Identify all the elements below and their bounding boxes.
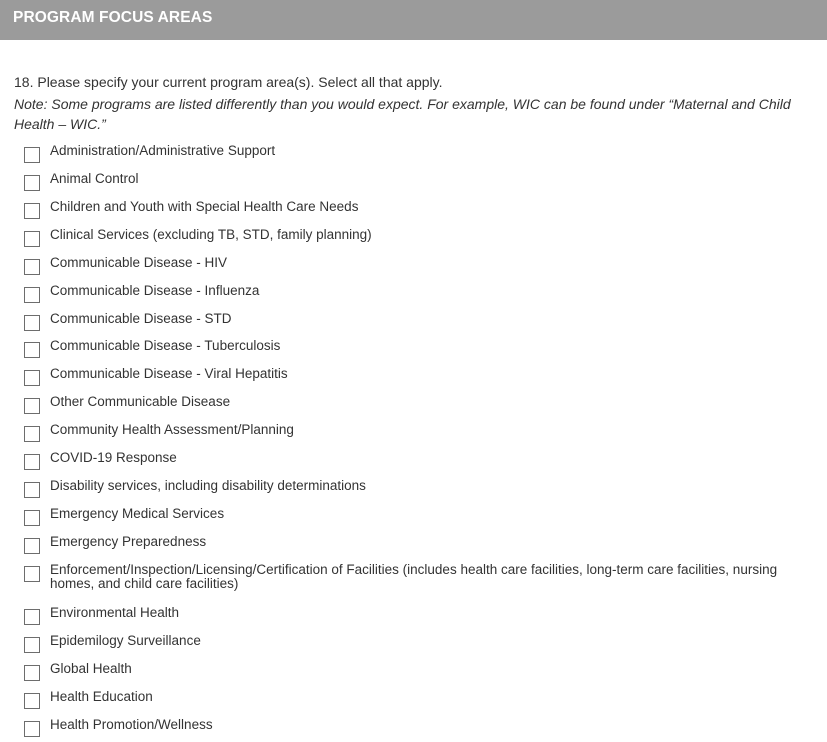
checkbox[interactable] [24,454,40,470]
checkbox[interactable] [24,637,40,653]
option-cyshcn[interactable] [24,200,814,219]
section-header [0,0,827,40]
checkbox[interactable] [24,398,40,414]
question-text: 18. Please specify your current program area(s). Select all that apply. [14,74,443,90]
option-other-cd[interactable] [24,395,814,414]
option-environmental-health[interactable] [24,606,814,625]
option-clinical-services[interactable] [24,228,814,247]
option-label: Emergency Medical Services [50,506,225,521]
option-covid-19[interactable] [24,451,814,470]
option-cd-viral-hepatitis[interactable] [24,367,814,386]
checkbox[interactable] [24,426,40,442]
checkbox[interactable] [24,721,40,737]
section-title: PROGRAM FOCUS AREAS [13,9,213,26]
option-label: Epidemilogy Surveillance [50,633,201,648]
option-label: Communicable Disease - Viral Hepatitis [50,366,288,381]
checkbox[interactable] [24,175,40,191]
checkbox[interactable] [24,342,40,358]
option-label: Administration/Administrative Support [50,143,276,158]
option-label: Communicable Disease - STD [50,311,232,326]
option-community-health[interactable] [24,423,814,442]
option-label: Children and Youth with Special Health Care Needs [50,199,359,214]
option-enforcement[interactable] [24,563,814,591]
option-disability-services[interactable] [24,479,814,498]
option-label: Clinical Services (excluding TB, STD, family planning) [50,227,372,242]
option-global-health[interactable] [24,662,814,681]
option-epidemiology[interactable] [24,634,814,653]
checkbox[interactable] [24,482,40,498]
checkbox[interactable] [24,203,40,219]
checkbox[interactable] [24,370,40,386]
checkbox[interactable] [24,538,40,554]
option-label: COVID-19 Response [50,450,177,465]
option-label: Animal Control [50,171,139,186]
option-animal-control[interactable] [24,172,814,191]
option-ems[interactable] [24,507,814,526]
checkbox[interactable] [24,315,40,331]
option-label: Community Health Assessment/Planning [50,422,294,437]
question-note: Note: Some programs are listed differently than you would expect. For example, WIC can be found under “Maternal and Child Health – WIC.” [14,96,791,132]
checkbox[interactable] [24,693,40,709]
option-label: Health Promotion/Wellness [50,717,213,732]
option-label: Global Health [50,661,132,676]
option-health-education[interactable] [24,690,814,709]
option-label: Enforcement/Inspection/Licensing/Certification of Facilities (includes health care facilities, long-term care facilities, nursing homes, and child care facilities) [50,562,778,591]
checkbox[interactable] [24,147,40,163]
checkbox[interactable] [24,287,40,303]
checkbox[interactable] [24,510,40,526]
checkbox[interactable] [24,665,40,681]
option-health-promotion[interactable] [24,718,814,737]
option-cd-std[interactable] [24,312,814,331]
option-cd-influenza[interactable] [24,284,814,303]
option-label: Communicable Disease - Tuberculosis [50,338,281,353]
option-cd-tuberculosis[interactable] [24,339,814,358]
option-label: Emergency Preparedness [50,534,207,549]
option-cd-hiv[interactable] [24,256,814,275]
option-administration[interactable] [24,144,814,163]
checkbox[interactable] [24,609,40,625]
option-label: Communicable Disease - HIV [50,255,228,270]
option-label: Environmental Health [50,605,180,620]
option-emergency-preparedness[interactable] [24,535,814,554]
checkbox[interactable] [24,259,40,275]
checkbox[interactable] [24,566,40,582]
checkbox[interactable] [24,231,40,247]
option-label: Disability services, including disability determinations [50,478,366,493]
option-label: Other Communicable Disease [50,394,231,409]
option-label: Communicable Disease - Influenza [50,283,260,298]
option-label: Health Education [50,689,153,704]
